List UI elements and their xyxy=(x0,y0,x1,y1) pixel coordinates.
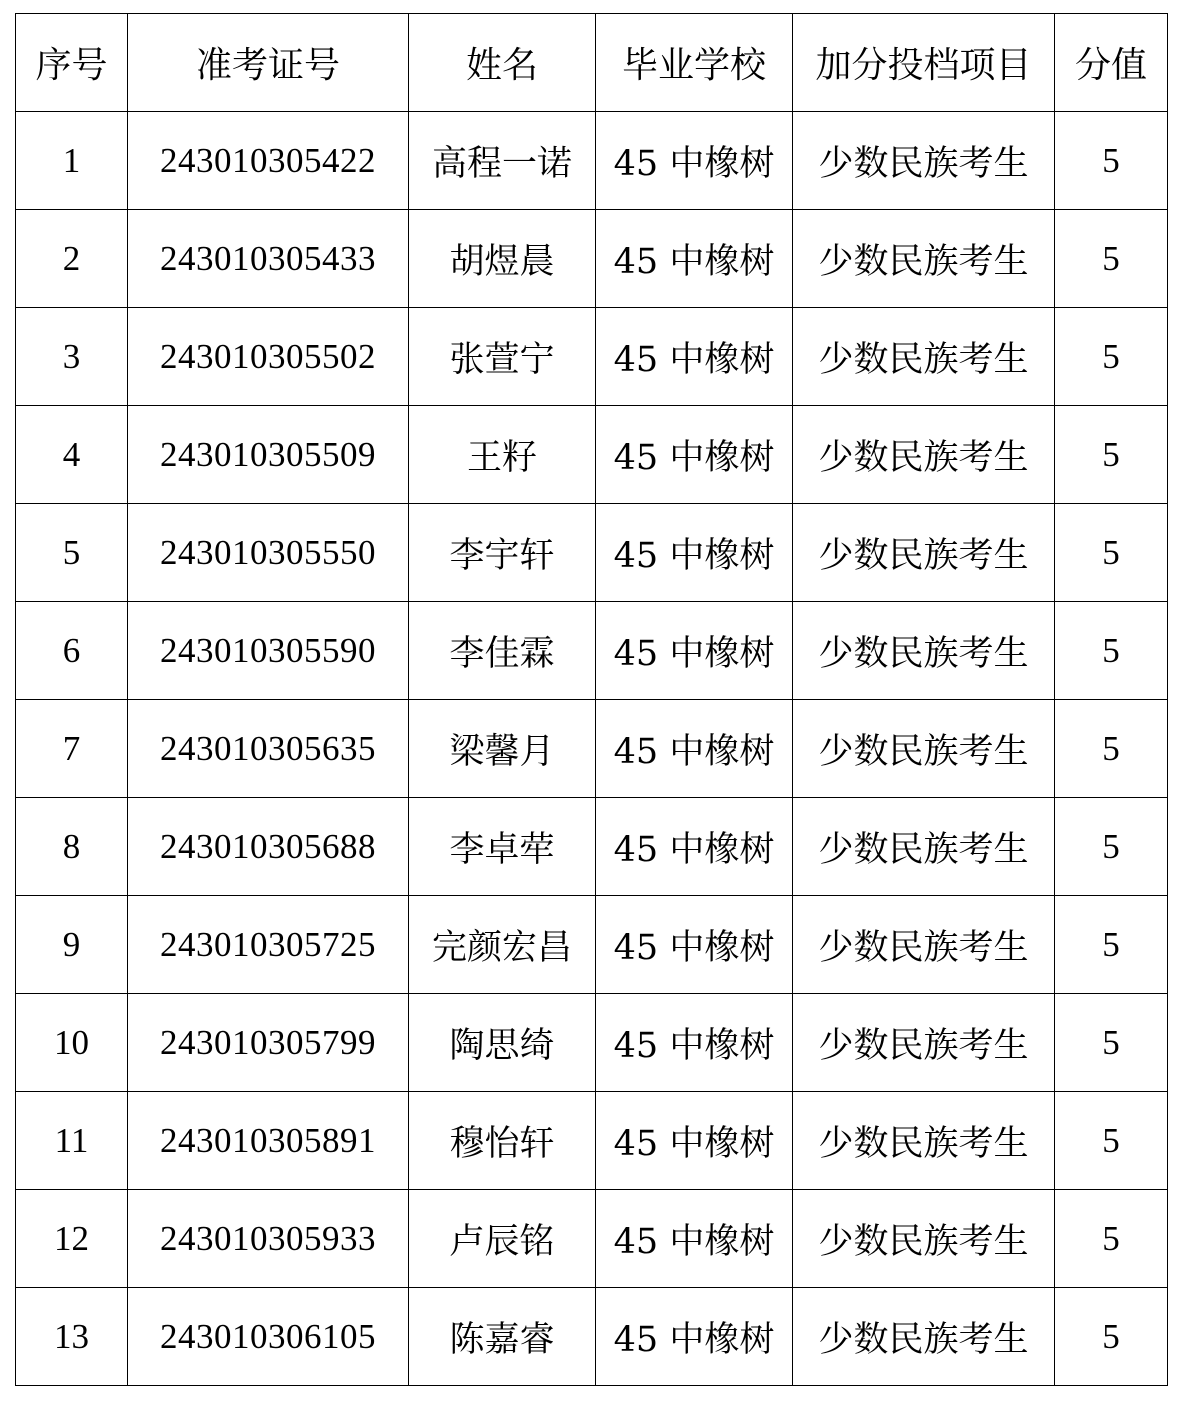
cell-score: 5 xyxy=(1055,210,1168,308)
table-row xyxy=(16,112,1168,210)
cell-bonus-item: 少数民族考生 xyxy=(793,896,1055,994)
cell-score: 5 xyxy=(1055,896,1168,994)
cell-school: 45 中橡树 xyxy=(596,504,793,602)
cell-bonus-item: 少数民族考生 xyxy=(793,1092,1055,1190)
table-row xyxy=(16,308,1168,406)
cell-school: 45 中橡树 xyxy=(596,210,793,308)
cell-ticket-number: 243010305433 xyxy=(128,210,409,308)
cell-ticket-number: 243010305688 xyxy=(128,798,409,896)
cell-index: 3 xyxy=(16,308,128,406)
cell-score: 5 xyxy=(1055,1190,1168,1288)
cell-name: 陶思绮 xyxy=(409,994,596,1092)
cell-score: 5 xyxy=(1055,994,1168,1092)
header-index: 序号 xyxy=(16,14,128,112)
cell-name: 王籽 xyxy=(409,406,596,504)
table-row xyxy=(16,1092,1168,1190)
cell-ticket-number: 243010305635 xyxy=(128,700,409,798)
table-header-row xyxy=(16,14,1168,112)
cell-score: 5 xyxy=(1055,798,1168,896)
cell-score: 5 xyxy=(1055,700,1168,798)
header-school: 毕业学校 xyxy=(596,14,793,112)
cell-bonus-item: 少数民族考生 xyxy=(793,1288,1055,1386)
table-row xyxy=(16,210,1168,308)
header-name: 姓名 xyxy=(409,14,596,112)
cell-index: 10 xyxy=(16,994,128,1092)
cell-school: 45 中橡树 xyxy=(596,112,793,210)
cell-ticket-number: 243010305891 xyxy=(128,1092,409,1190)
header-bonus-item: 加分投档项目 xyxy=(793,14,1055,112)
cell-score: 5 xyxy=(1055,1092,1168,1190)
cell-bonus-item: 少数民族考生 xyxy=(793,798,1055,896)
cell-school: 45 中橡树 xyxy=(596,700,793,798)
table-row xyxy=(16,700,1168,798)
table-row xyxy=(16,602,1168,700)
cell-ticket-number: 243010305725 xyxy=(128,896,409,994)
cell-bonus-item: 少数民族考生 xyxy=(793,112,1055,210)
cell-school: 45 中橡树 xyxy=(596,1288,793,1386)
cell-index: 2 xyxy=(16,210,128,308)
cell-ticket-number: 243010305422 xyxy=(128,112,409,210)
cell-bonus-item: 少数民族考生 xyxy=(793,700,1055,798)
cell-score: 5 xyxy=(1055,602,1168,700)
cell-index: 11 xyxy=(16,1092,128,1190)
cell-score: 5 xyxy=(1055,406,1168,504)
cell-bonus-item: 少数民族考生 xyxy=(793,504,1055,602)
cell-index: 8 xyxy=(16,798,128,896)
cell-name: 陈嘉睿 xyxy=(409,1288,596,1386)
cell-name: 完颜宏昌 xyxy=(409,896,596,994)
cell-index: 12 xyxy=(16,1190,128,1288)
cell-bonus-item: 少数民族考生 xyxy=(793,1190,1055,1288)
cell-school: 45 中橡树 xyxy=(596,308,793,406)
table-row xyxy=(16,798,1168,896)
cell-score: 5 xyxy=(1055,1288,1168,1386)
header-score: 分值 xyxy=(1055,14,1168,112)
cell-school: 45 中橡树 xyxy=(596,1190,793,1288)
table-row xyxy=(16,1288,1168,1386)
cell-bonus-item: 少数民族考生 xyxy=(793,994,1055,1092)
cell-index: 5 xyxy=(16,504,128,602)
cell-name: 胡煜晨 xyxy=(409,210,596,308)
cell-name: 李宇轩 xyxy=(409,504,596,602)
cell-score: 5 xyxy=(1055,112,1168,210)
cell-ticket-number: 243010305799 xyxy=(128,994,409,1092)
cell-score: 5 xyxy=(1055,308,1168,406)
cell-name: 高程一诺 xyxy=(409,112,596,210)
cell-school: 45 中橡树 xyxy=(596,994,793,1092)
cell-school: 45 中橡树 xyxy=(596,602,793,700)
bonus-points-table xyxy=(15,13,1168,1386)
cell-bonus-item: 少数民族考生 xyxy=(793,308,1055,406)
cell-school: 45 中橡树 xyxy=(596,798,793,896)
cell-school: 45 中橡树 xyxy=(596,896,793,994)
cell-index: 9 xyxy=(16,896,128,994)
cell-ticket-number: 243010305509 xyxy=(128,406,409,504)
cell-name: 张萱宁 xyxy=(409,308,596,406)
header-ticket-number: 准考证号 xyxy=(128,14,409,112)
cell-score: 5 xyxy=(1055,504,1168,602)
table-row xyxy=(16,896,1168,994)
cell-index: 1 xyxy=(16,112,128,210)
cell-bonus-item: 少数民族考生 xyxy=(793,210,1055,308)
table-row xyxy=(16,994,1168,1092)
cell-school: 45 中橡树 xyxy=(596,1092,793,1190)
cell-index: 4 xyxy=(16,406,128,504)
cell-ticket-number: 243010305590 xyxy=(128,602,409,700)
cell-name: 梁馨月 xyxy=(409,700,596,798)
table-body xyxy=(16,112,1168,1386)
cell-ticket-number: 243010305933 xyxy=(128,1190,409,1288)
cell-name: 穆怡轩 xyxy=(409,1092,596,1190)
cell-ticket-number: 243010306105 xyxy=(128,1288,409,1386)
cell-index: 6 xyxy=(16,602,128,700)
table-row xyxy=(16,1190,1168,1288)
cell-index: 13 xyxy=(16,1288,128,1386)
cell-bonus-item: 少数民族考生 xyxy=(793,602,1055,700)
cell-ticket-number: 243010305550 xyxy=(128,504,409,602)
cell-name: 卢辰铭 xyxy=(409,1190,596,1288)
cell-ticket-number: 243010305502 xyxy=(128,308,409,406)
table-row xyxy=(16,406,1168,504)
cell-school: 45 中橡树 xyxy=(596,406,793,504)
cell-name: 李佳霖 xyxy=(409,602,596,700)
table-row xyxy=(16,504,1168,602)
cell-name: 李卓荦 xyxy=(409,798,596,896)
cell-index: 7 xyxy=(16,700,128,798)
cell-bonus-item: 少数民族考生 xyxy=(793,406,1055,504)
